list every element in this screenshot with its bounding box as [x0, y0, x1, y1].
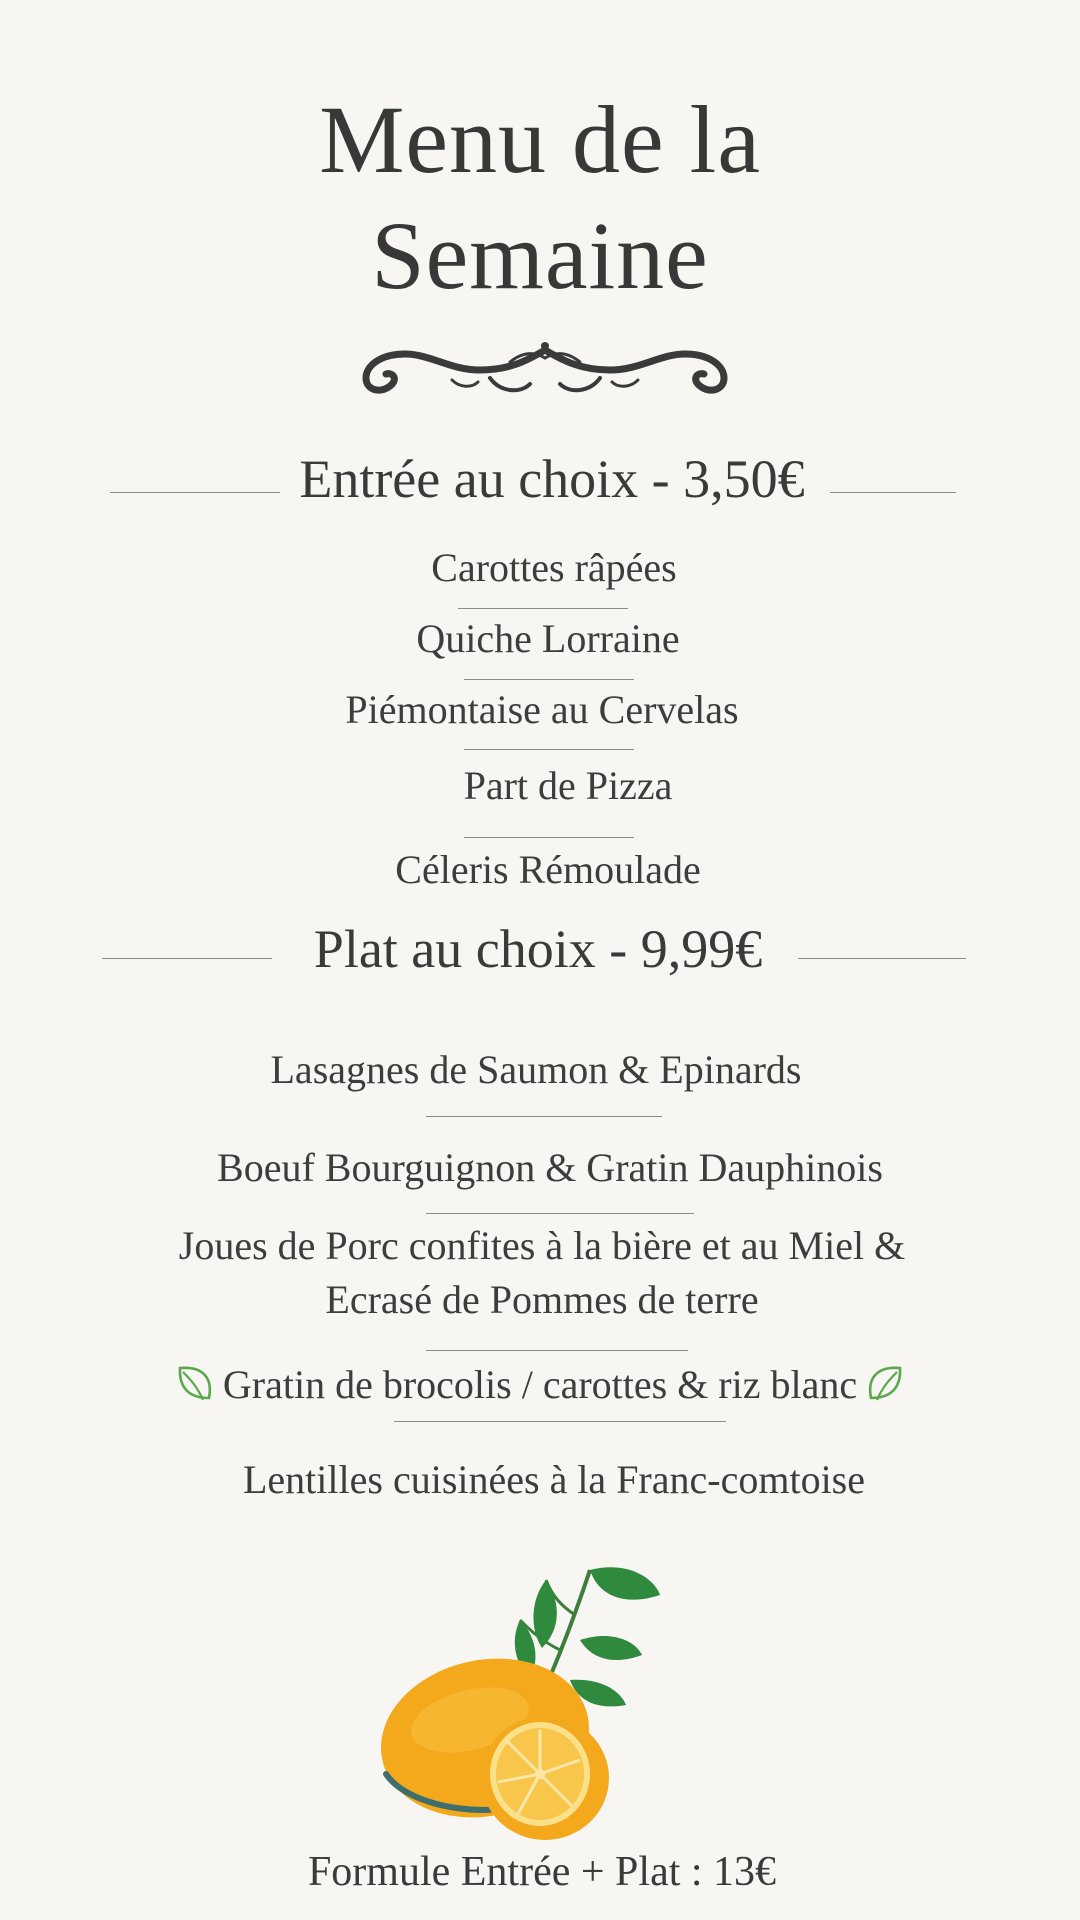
entree-heading-rule-right	[830, 492, 956, 493]
plat-divider	[394, 1421, 726, 1422]
lemon-illustration-icon	[380, 1560, 680, 1850]
plat-divider	[426, 1116, 662, 1117]
page-title-line1: Menu de la	[319, 86, 761, 193]
entree-divider	[464, 837, 634, 838]
page-title-line2: Semaine	[371, 202, 709, 309]
plat-heading-rule-right	[798, 958, 966, 959]
plat-divider	[426, 1213, 694, 1214]
entree-divider	[458, 608, 628, 609]
entree-divider	[464, 679, 634, 680]
plat-item-lasagnes: Lasagnes de Saumon & Epinards	[270, 1047, 802, 1092]
plat-item-boeuf: Boeuf Bourguignon & Gratin Dauphinois	[217, 1145, 883, 1190]
entree-item-celeris: Céleris Rémoulade	[395, 847, 701, 892]
entree-item-carottes: Carottes râpées	[431, 545, 677, 590]
plat-heading: Plat au choix - 9,99€	[313, 919, 763, 979]
plat-item-gratin: Gratin de brocolis / carottes & riz blanc	[222, 1361, 858, 1407]
ornament-flourish-icon	[360, 336, 730, 400]
plat-item-joues-line2: Ecrasé de Pommes de terre	[325, 1277, 759, 1322]
formule-price: Formule Entrée + Plat : 13€	[307, 1849, 777, 1895]
plat-item-lentilles: Lentilles cuisinées à la Franc-comtoise	[242, 1457, 865, 1502]
plat-item-joues-line1: Joues de Porc confites à la bière et au Miel &	[178, 1223, 906, 1268]
entree-item-pizza: Part de Pizza	[463, 763, 673, 808]
plat-divider	[426, 1350, 688, 1351]
vegetarian-leaf-icon	[177, 1364, 215, 1404]
entree-item-piemontaise: Piémontaise au Cervelas	[345, 687, 739, 732]
entree-divider	[464, 749, 634, 750]
entree-item-quiche: Quiche Lorraine	[416, 616, 680, 661]
vegetarian-leaf-icon	[865, 1364, 903, 1404]
plat-item-gratin-row	[0, 1356, 1080, 1412]
entree-heading: Entrée au choix - 3,50€	[299, 449, 805, 509]
